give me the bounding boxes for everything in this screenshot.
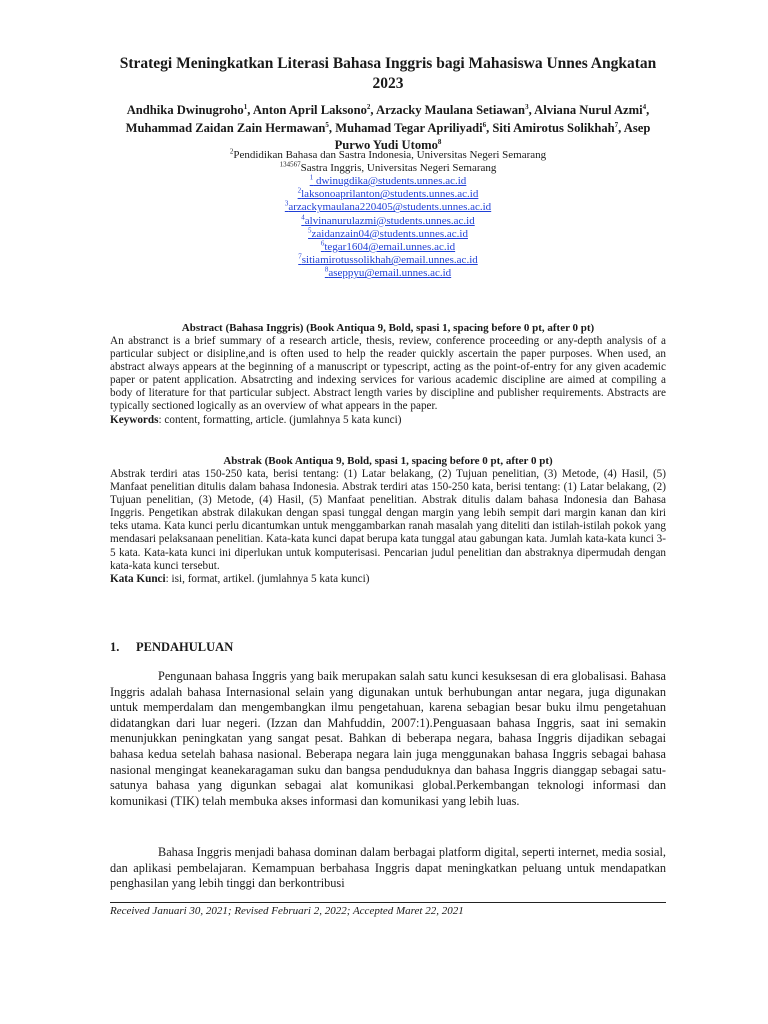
email-list: [110, 175, 666, 281]
author-name: Siti Amirotus Solikhah: [492, 120, 615, 135]
affiliation-line: $^2$Pendidikan Bahasa dan Sastra Indonesia, Universitas Negeri Semarang: [229, 147, 547, 161]
author-name: Muhamad Tegar Apriliyadi: [335, 120, 483, 135]
author-name: Alviana Nurul Azmi: [534, 103, 643, 117]
abstract-id-body: Abstrak terdiri atas 150-250 kata, berisi tentang: (1) Latar belakang, (2) Tujuan penelitian, (3) Metode, (4) Hasil, (5) Manfaat penelitian ditulis dalam bahasa Indonesia. Abstrak terdiri atas 150-250 kata, berisi tentang: (1) Latar belakang, (2) Tujuan penelitian, (3) Metode, (4) Hasil, (5) Manfaat penelitian. Abstrak ditulis dalam bahasa Indonesia dan Bahasa Inggris. Pengetikan abstrak dilakukan dengan spasi tunggal dengan margin yang lebih sempit dari margin kanan dan kiri teks utama. Kata kunci perlu dicantumkan untuk menggambarkan ranah masalah yang diteliti dan istilah-istilah pokok yang mendasari pelaksanaan penelitian. Kata-kata kunci dapat berupa kata tunggal atau gabungan kata. Jumlah kata-kata kunci 3-5 kata. Kata-kata kunci ini diperlukan untuk komputerisasi. Pencarian judul penelitian dan abstraknya dipermudah dengan kata-kata kunci tersebut. Kata Kunci: isi, format, artikel. (jumlahnya 5 kata kunci): [110, 468, 666, 585]
email-link[interactable]: $^8$aseppyu@email.unnes.ac.id: [324, 265, 452, 280]
email-link[interactable]: $^1$ dwinugdika@students.unnes.ac.id: [309, 173, 467, 187]
email-link[interactable]: $^5$zaidanzain04@students.unnes.ac.id: [308, 226, 468, 240]
paper-title: Strategi Meningkatkan Literasi Bahasa Inggris bagi Mahasiswa Unnes Angkatan 2023: [119, 55, 657, 92]
email-link[interactable]: $^7$sitiamirotussolikhah@email.unnes.ac.id: [298, 252, 478, 267]
body-paragraph: Bahasa Inggris menjadi bahasa dominan dalam berbagai platform digital, seperti internet, media sosial, dan aplikasi pembelajaran. Kemampuan berbahasa Inggris dapat meningkatkan peluang untuk mendapatkan penghasilan yang lebih tinggi dan berkontribusi: [110, 845, 666, 891]
author-list: Andhika Dwinugroho$^1$, Anton April Laksono$^2$, Arzacky Maulana Setiawan$^3$, Alviana Nurul Azmi$^4$, Muhammad Zaidan Zain Hermawan$^5$, Muhamad Tegar Apriliyadi$^6$, Siti Amirotus Solikhah$^7$, Asep Purwo Yudi Utomo$^8$: [125, 102, 651, 152]
section-number: 1.: [110, 640, 120, 654]
author-name: Asep Purwo Yudi Utomo: [334, 120, 651, 152]
author-name: Andhika Dwinugroho: [126, 103, 244, 117]
affiliation-line: $^{134567}$Sastra Inggris, Universitas Negeri Semarang: [279, 160, 497, 174]
keywords-id: Kata Kunci: isi, format, artikel. (jumlahnya 5 kata kunci): [110, 572, 370, 585]
author-name: Arzacky Maulana Setiawan: [376, 103, 526, 117]
section-heading: [110, 640, 233, 655]
footer-dates: Received Januari 30, 2021; Revised Februari 2, 2022; Accepted Maret 22, 2021: [110, 905, 464, 917]
section-title: PENDAHULUAN: [136, 640, 234, 654]
keywords-en: Keywords: content, formatting, article. (jumlahnya 5 kata kunci): [110, 413, 402, 426]
body-paragraph: Pengunaan bahasa Inggris yang baik merupakan salah satu kunci kesuksesan di era globalisasi. Bahasa Inggris adalah bahasa Internasional selain yang digunakan untuk berhubungan antar negara, juga digunakan untuk memperdalam dan mengembangkan ilmu pengetahuan, karena sebagian besar buku ilmu pengetahuan didatangkan dari luar negeri. (Izzan dan Mahfuddin, 2007:1).Penguasaan bahasa Inggris, saat ini semakin menunjukkan peningkatan yang sangat pesat. Bahkan di beberapa negara, bahasa Inggris dijadikan sebagai bahasa kedua setelah bahasa nasional. Beberapa negara lain juga menggunakan bahasa Inggris sebagai bahasa nasional mengingat keanekaragaman suku dan bangsa penduduknya dan bahasa Inggris dianggap sebagai satu-satunya bahasa yang digunkan sebagai alat komunikasi global.Perkembangan teknologi informasi dan komunikasi (TIK) telah membuka akses informasi dan komunikasi yang lebih luas.: [110, 669, 666, 808]
footer-divider: [110, 902, 666, 903]
abstract-en-heading: Abstract (Bahasa Inggris) (Book Antiqua 9, Bold, spasi 1, spacing before 0 pt, after 0 pt): [181, 322, 595, 334]
abstract-en-body: An abstranct is a brief summary of a research article, thesis, review, conference proceeding or any-depth analysis of a particular subject or disipline,and is often used to help the reader quickly ascertain the paper purposes. When used, an abstract always appears at the beginning of a manuscript or typescript, acting as the point-of-entry for any given academic paper or patent application. Absatrcting and indexing services for various academic discipline are aimed at compiling a body of literature for that particular subject. Abstract length varies by discipline and publisher requirements. Abstracts are typically sectioned logically as an overview of what appears in the paper. Keywords: content, formatting, article. (jumlahnya 5 kata kunci): [110, 335, 666, 426]
abstract-id-heading: Abstrak (Book Antiqua 9, Bold, spasi 1, spacing before 0 pt, after 0 pt): [223, 455, 553, 467]
affiliations: [110, 149, 666, 175]
email-link[interactable]: $^2$laksonoaprilanton@students.unnes.ac.id: [297, 186, 479, 201]
email-link[interactable]: $^6$tegar1604@email.unnes.ac.id: [320, 239, 456, 254]
email-link[interactable]: $^3$arzackymaulana220405@students.unnes.ac.id: [284, 199, 492, 214]
author-name: Anton April Laksono: [252, 103, 367, 117]
author-name: Muhammad Zaidan Zain Hermawan: [125, 120, 326, 135]
email-link[interactable]: $^4$alvinanurulazmi@students.unnes.ac.id: [301, 212, 475, 227]
